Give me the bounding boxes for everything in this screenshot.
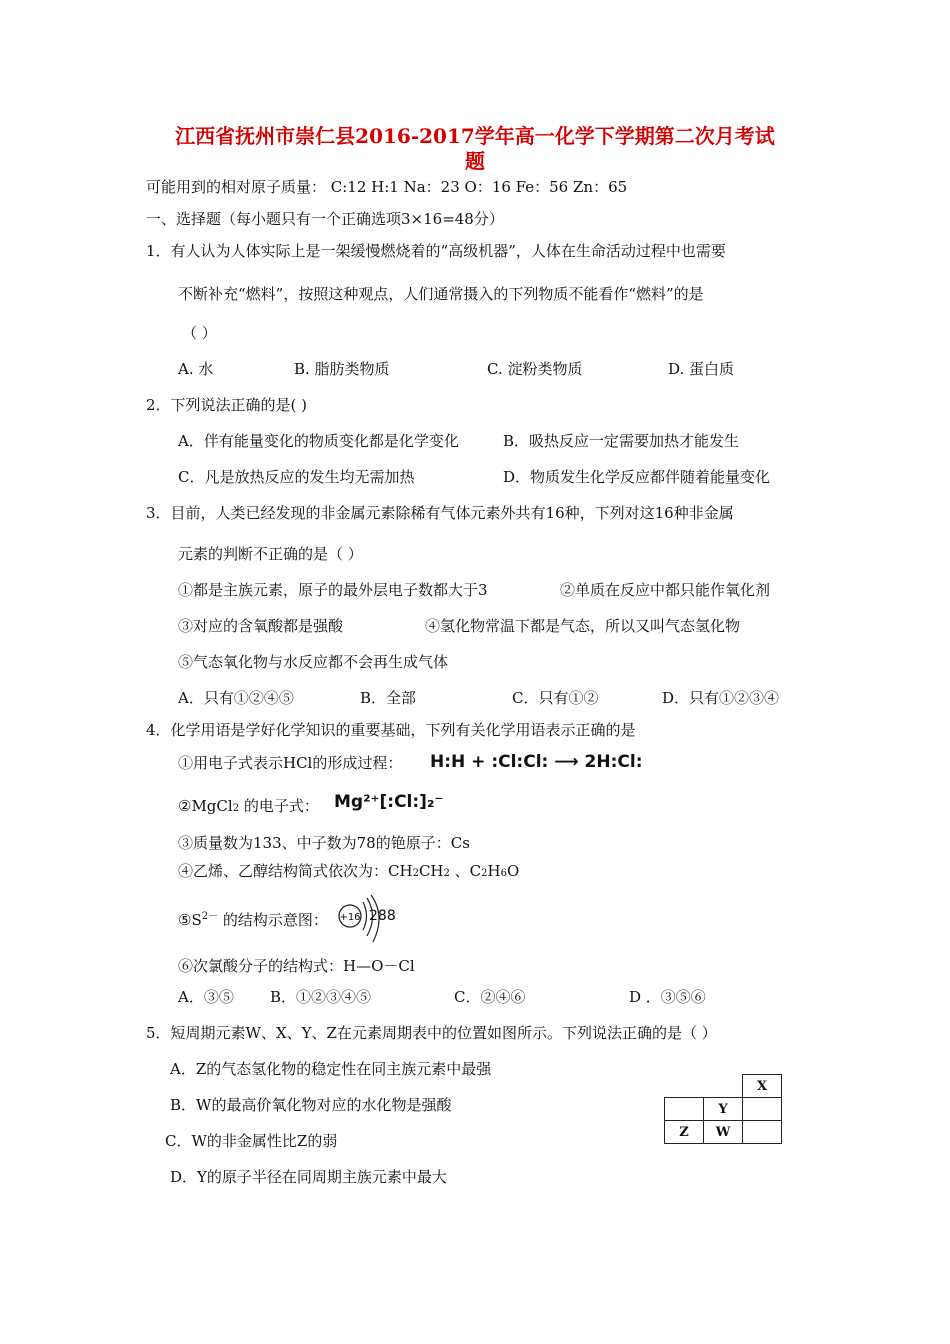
q4-statement-4: ④乙烯、乙醇结构简式依次为：CH2CH2 、C2H6O: [178, 862, 520, 880]
empty-cell: [704, 1075, 743, 1098]
q1-line1: 1．有人认为人体实际上是一架缓慢燃烧着的“高级机器”，人体在生命活动过程中也需要: [146, 242, 726, 260]
q4-option-d: D ．③⑤⑥: [629, 988, 706, 1006]
q4-statement-1: ①用电子式表示HCl的形成过程：: [178, 754, 403, 772]
q3-statement-5: ⑤气态氧化物与水反应都不会再生成气体: [178, 653, 449, 671]
section-heading: 一、选择题（每小题只有一个正确选项3×16=48分）: [146, 210, 504, 228]
empty-cell: [665, 1075, 704, 1098]
q4-statement-2: ②MgCl2 的电子式：: [178, 797, 319, 815]
q2-stem: 2．下列说法正确的是( ): [146, 396, 308, 414]
q5-option-c: C．W的非金属性比Z的弱: [165, 1132, 338, 1150]
q3-line2: 元素的判断不正确的是（ ）: [178, 545, 363, 563]
q3-statement-1: ①都是主族元素，原子的最外层电子数都大于3: [178, 581, 488, 599]
q3-option-b: B．全部: [360, 689, 417, 707]
q5-stem: 5．短周期元素W、X、Y、Z在元素周期表中的位置如图所示。下列说法正确的是（ ）: [146, 1024, 717, 1042]
cell-x: X: [743, 1075, 782, 1098]
q1-line2: 不断补充“燃料”，按照这种观点，人们通常摄入的下列物质不能看作“燃料”的是: [178, 285, 704, 303]
cell-w: W: [704, 1121, 743, 1144]
hcl-formation-formula: H:H + :Cl:Cl: ⟶ 2H:Cl:: [430, 752, 643, 772]
q3-statement-2: ②单质在反应中都只能作氧化剂: [560, 581, 771, 599]
q1-option-d: D. 蛋白质: [668, 360, 735, 378]
q4-option-a: A．③⑤: [178, 988, 234, 1006]
atomic-masses: 可能用到的相对原子质量： C:12 H:1 Na：23 O：16 Fe：56 Zn：65: [146, 178, 628, 196]
q2-option-a: A．伴有能量变化的物质变化都是化学变化: [178, 432, 459, 450]
cell-y: Y: [704, 1098, 743, 1121]
cell-z: Z: [665, 1121, 704, 1144]
q4-statement-6: ⑥次氯酸分子的结构式：H—O－Cl: [178, 957, 415, 975]
sulfide-ion-structure-diagram: [336, 892, 400, 948]
q4-statement-5: $⑤S^{2-}$ 的结构示意图：: [178, 911, 328, 929]
q3-line1: 3．目前，人类已经发现的非金属元素除稀有气体元素外共有16种，下列对这16种非金属: [146, 504, 734, 522]
q1-option-c: C. 淀粉类物质: [487, 360, 583, 378]
q1-line3: （ ）: [182, 324, 217, 342]
q5-option-d: D．Y的原子半径在同周期主族元素中最大: [170, 1168, 447, 1186]
q1-option-b: B. 脂肪类物质: [294, 360, 390, 378]
q3-option-a: A．只有①②④⑤: [178, 689, 294, 707]
q3-statement-3: ③对应的含氧酸都是强酸: [178, 617, 344, 635]
q5-option-a: A．Z的气态氢化物的稳定性在同主族元素中最强: [170, 1060, 492, 1078]
q4-statement-3: ③质量数为133、中子数为78的铯原子：Cs: [178, 834, 470, 852]
mgcl2-electron-formula: Mg²⁺[:Cl:]₂⁻: [334, 792, 444, 812]
empty-bordered-cell: [743, 1098, 782, 1121]
periodic-table-fragment: [664, 1074, 782, 1144]
q2-option-b: B．吸热反应一定需要加热才能发生: [503, 432, 740, 450]
electron-shell-counts: 288: [369, 908, 396, 924]
empty-bordered-cell: [743, 1121, 782, 1144]
q3-option-c: C．只有①②: [512, 689, 599, 707]
q5-option-b: B．W的最高价氧化物对应的水化物是强酸: [170, 1096, 452, 1114]
page-title-line2: 题: [465, 149, 485, 173]
nucleus-charge: +16: [339, 912, 361, 923]
q3-option-d: D．只有①②③④: [662, 689, 780, 707]
q3-statement-4: ④氢化物常温下都是气态，所以又叫气态氢化物: [425, 617, 741, 635]
q4-stem: 4．化学用语是学好化学知识的重要基础，下列有关化学用语表示正确的是: [146, 721, 636, 739]
q2-option-d: D．物质发生化学反应都伴随着能量变化: [503, 468, 771, 486]
q4-option-b: B．①②③④⑤: [270, 988, 372, 1006]
q1-option-a: A. 水: [178, 360, 214, 378]
page-title-line1: 江西省抚州市崇仁县2016-2017学年高一化学下学期第二次月考试: [175, 124, 775, 148]
q2-option-c: C．凡是放热反应的发生均无需加热: [178, 468, 415, 486]
empty-bordered-cell: [665, 1098, 704, 1121]
q4-option-c: C．②④⑥: [454, 988, 526, 1006]
